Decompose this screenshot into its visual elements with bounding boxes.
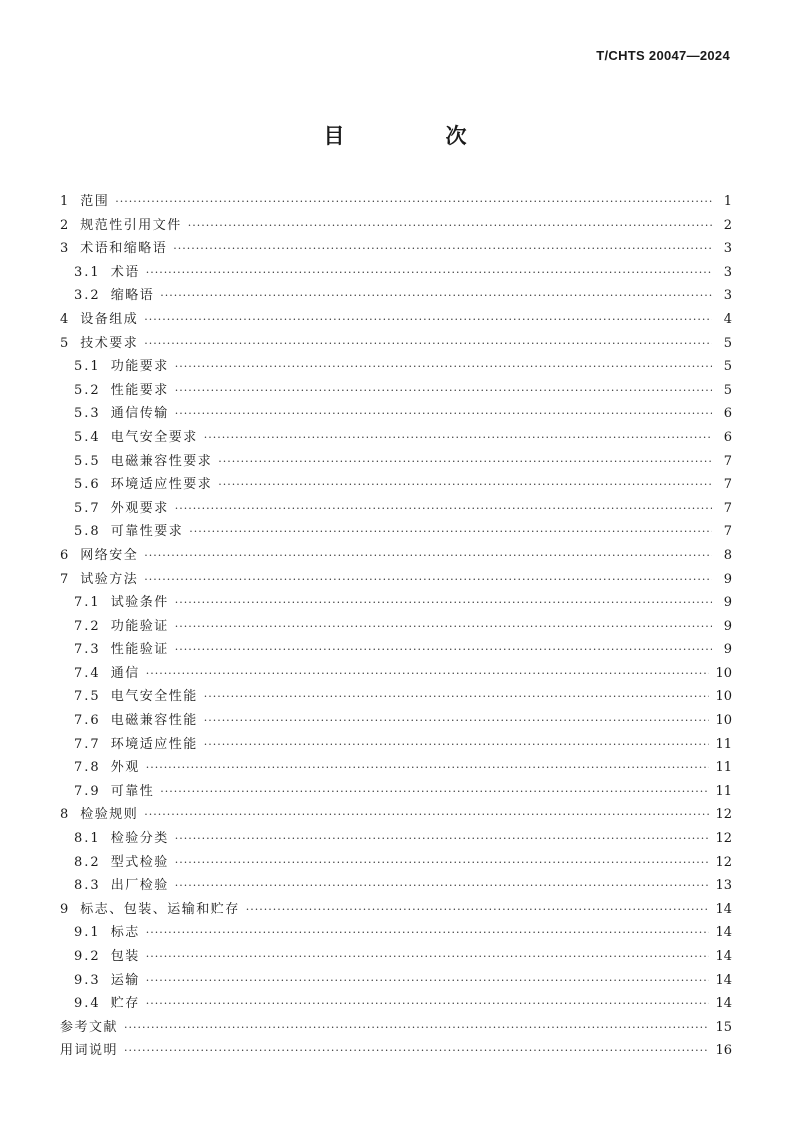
toc-leader-dots	[124, 1016, 709, 1040]
toc-entry-title: 术语	[110, 264, 140, 280]
toc-entry[interactable]	[60, 402, 732, 426]
toc-leader-dots	[146, 992, 710, 1016]
toc-leader-dots	[246, 898, 710, 922]
toc-entry-page-number: 9	[723, 595, 732, 611]
toc-entry[interactable]	[60, 803, 732, 827]
toc-leader-dots	[175, 874, 710, 898]
toc-entry[interactable]	[60, 921, 732, 945]
toc-entry-page-number: 5	[723, 359, 732, 375]
toc-entry-page-number: 7	[723, 477, 732, 493]
toc-leader-dots	[146, 945, 710, 969]
toc-entry-page-number: 5	[723, 335, 732, 351]
toc-leader-dots	[175, 497, 712, 521]
toc-entry-number: 9.4	[74, 996, 101, 1012]
toc-leader-dots	[204, 426, 712, 450]
toc-leader-dots	[144, 308, 712, 332]
toc-entry-title: 标志	[110, 925, 140, 941]
toc-entry-page-number: 3	[723, 264, 732, 280]
toc-entry-title: 环境适应性要求	[110, 477, 213, 493]
toc-entry[interactable]	[60, 992, 732, 1016]
toc-leader-dots	[175, 402, 712, 426]
toc-entry[interactable]	[60, 450, 732, 474]
toc-entry-number: 5	[60, 335, 71, 351]
toc-leader-dots	[144, 332, 712, 356]
toc-entry-number: 9.1	[74, 925, 101, 941]
toc-leader-dots	[189, 520, 712, 544]
toc-leader-dots	[146, 261, 712, 285]
toc-entry-number: 9.3	[74, 972, 101, 988]
toc-entry-number: 5.3	[74, 406, 101, 422]
toc-entry[interactable]	[60, 851, 732, 875]
toc-entry[interactable]	[60, 355, 732, 379]
toc-entry-page-number: 9	[723, 642, 732, 658]
toc-entry-page-number: 11	[715, 783, 732, 799]
document-code: T/CHTS 20047—2024	[596, 48, 730, 63]
toc-entry-number: 5.5	[74, 453, 101, 469]
toc-entry-number: 8.1	[74, 831, 101, 847]
toc-entry-number: 5.4	[74, 429, 101, 445]
toc-leader-dots	[204, 685, 710, 709]
toc-entry-title: 通信传输	[110, 406, 169, 422]
toc-entry-title: 可靠性	[110, 783, 155, 799]
toc-entry-page-number: 13	[715, 878, 732, 894]
toc-entry-number: 8.2	[74, 854, 101, 870]
toc-entry-page-number: 3	[723, 288, 732, 304]
toc-entry-title: 范围	[80, 194, 110, 209]
toc-leader-dots	[204, 709, 710, 733]
toc-entry-title: 出厂检验	[110, 878, 169, 894]
toc-entry-number: 7.7	[74, 736, 101, 752]
toc-entry-number: 3.1	[74, 264, 101, 280]
toc-entry-page-number: 16	[715, 1043, 732, 1059]
toc-entry-number: 8	[60, 807, 71, 823]
toc-entry-title: 电气安全性能	[110, 689, 198, 705]
toc-entry-title: 环境适应性能	[110, 736, 198, 752]
toc-entry-title: 功能要求	[110, 359, 169, 375]
toc-entry[interactable]	[60, 638, 732, 662]
toc-entry-title: 通信	[110, 665, 140, 681]
toc-entry[interactable]	[60, 379, 732, 403]
toc-entry[interactable]	[60, 237, 732, 261]
toc-entry-page-number: 12	[715, 854, 732, 870]
toc-entry[interactable]	[60, 473, 732, 497]
toc-entry-page-number: 6	[723, 429, 732, 445]
toc-entry-number: 7.1	[74, 595, 101, 611]
toc-entry-title: 规范性引用文件	[80, 217, 182, 233]
toc-entry-number: 7.2	[74, 618, 101, 634]
toc-entry-page-number: 10	[715, 713, 732, 729]
toc-entry-page-number: 7	[723, 500, 732, 516]
toc-entry[interactable]	[60, 332, 732, 356]
toc-entry-page-number: 5	[723, 382, 732, 398]
toc-entry-page-number: 11	[715, 760, 732, 776]
toc-entry[interactable]	[60, 520, 732, 544]
toc-entry[interactable]	[60, 898, 732, 922]
toc-entry[interactable]	[60, 261, 732, 285]
toc-leader-dots	[173, 237, 712, 261]
toc-entry[interactable]	[60, 1016, 732, 1040]
toc-leader-dots	[175, 827, 710, 851]
toc-entry-number: 5.6	[74, 477, 101, 493]
toc-leader-dots	[146, 921, 710, 945]
toc-entry-number: 7.8	[74, 760, 101, 776]
toc-entry[interactable]	[60, 615, 732, 639]
toc-entry-number: 5.7	[74, 500, 101, 516]
toc-entry-page-number: 10	[715, 689, 732, 705]
toc-leader-dots	[160, 284, 712, 308]
toc-entry-title: 型式检验	[110, 854, 169, 870]
toc-entry-number: 3.2	[74, 288, 101, 304]
toc-entry[interactable]	[60, 827, 732, 851]
toc-leader-dots	[146, 969, 710, 993]
toc-entry-page-number: 14	[715, 925, 732, 941]
toc-entry[interactable]	[60, 780, 732, 804]
toc-entry-title: 试验条件	[110, 595, 169, 611]
toc-entry[interactable]	[60, 1039, 732, 1063]
toc-entry-page-number: 6	[723, 406, 732, 422]
toc-entry-page-number: 8	[723, 547, 732, 563]
toc-entry[interactable]	[60, 969, 732, 993]
toc-entry-title: 可靠性要求	[110, 524, 184, 540]
toc-entry-page-number: 14	[715, 949, 732, 964]
table-of-contents	[60, 190, 732, 1063]
toc-leader-dots	[175, 379, 712, 403]
page-title: 目 次	[323, 124, 507, 148]
toc-leader-dots	[175, 355, 712, 379]
toc-entry-title: 用词说明	[60, 1043, 119, 1059]
toc-entry-title: 检验规则	[80, 807, 139, 823]
toc-entry-title: 电磁兼容性要求	[110, 453, 213, 469]
toc-entry-page-number: 1	[723, 194, 732, 209]
toc-entry-page-number: 11	[715, 736, 732, 752]
toc-entry-page-number: 14	[715, 901, 732, 917]
toc-entry-title: 试验方法	[80, 571, 139, 587]
toc-entry-number: 4	[60, 311, 71, 327]
toc-entry[interactable]	[60, 709, 732, 733]
toc-entry-number: 2	[60, 217, 71, 233]
toc-entry-number: 7.5	[74, 689, 101, 705]
toc-entry-title: 功能验证	[110, 618, 169, 634]
toc-entry-number: 5.2	[74, 382, 101, 398]
toc-entry-title: 网络安全	[80, 547, 139, 563]
toc-entry-title: 运输	[110, 972, 140, 988]
toc-entry-number: 5.1	[74, 359, 101, 375]
toc-leader-dots	[146, 662, 710, 686]
toc-entry-number: 7	[60, 571, 71, 587]
toc-entry[interactable]	[60, 214, 732, 238]
toc-entry-title: 包装	[110, 949, 140, 964]
toc-leader-dots	[144, 803, 709, 827]
toc-entry[interactable]	[60, 733, 732, 757]
toc-leader-dots	[175, 591, 712, 615]
toc-entry-page-number: 10	[715, 665, 732, 681]
toc-leader-dots	[188, 214, 712, 238]
toc-entry-number: 5.8	[74, 524, 101, 540]
toc-entry-title: 电磁兼容性能	[110, 713, 198, 729]
toc-entry-title: 术语和缩略语	[80, 241, 168, 257]
toc-leader-dots	[144, 544, 712, 568]
toc-entry-title: 设备组成	[80, 311, 139, 327]
toc-entry-title: 技术要求	[80, 335, 139, 351]
toc-entry-title: 检验分类	[110, 831, 169, 847]
toc-entry[interactable]	[60, 756, 732, 780]
toc-leader-dots	[146, 756, 710, 780]
toc-entry-page-number: 7	[723, 524, 732, 540]
toc-entry[interactable]	[60, 945, 732, 969]
toc-leader-dots	[218, 473, 712, 497]
toc-entry-number: 7.4	[74, 665, 101, 681]
toc-entry-title: 性能验证	[110, 642, 169, 658]
toc-entry-page-number: 7	[723, 453, 732, 469]
toc-entry[interactable]	[60, 426, 732, 450]
toc-leader-dots	[115, 190, 712, 214]
toc-entry-title: 贮存	[110, 996, 140, 1012]
toc-entry-title: 外观	[110, 760, 140, 776]
toc-entry-number: 7.6	[74, 713, 101, 729]
toc-leader-dots	[175, 615, 712, 639]
toc-entry-number: 8.3	[74, 878, 101, 894]
toc-entry-page-number: 14	[715, 972, 732, 988]
toc-entry-title: 电气安全要求	[110, 429, 198, 445]
toc-entry-page-number: 9	[723, 571, 732, 587]
toc-entry-title: 外观要求	[110, 500, 169, 516]
toc-entry-number: 9.2	[74, 949, 101, 964]
toc-entry-page-number: 4	[723, 311, 732, 327]
toc-entry[interactable]	[60, 568, 732, 592]
toc-entry-page-number: 15	[715, 1019, 732, 1035]
toc-leader-dots	[204, 733, 710, 757]
toc-entry[interactable]	[60, 685, 732, 709]
toc-entry[interactable]	[60, 497, 732, 521]
toc-entry-number: 6	[60, 547, 71, 563]
toc-entry[interactable]	[60, 591, 732, 615]
toc-leader-dots	[175, 638, 712, 662]
toc-leader-dots	[124, 1039, 709, 1063]
toc-leader-dots	[175, 851, 710, 875]
toc-entry[interactable]	[60, 190, 732, 214]
toc-entry[interactable]	[60, 874, 732, 898]
toc-entry-page-number: 12	[715, 807, 732, 823]
toc-entry-page-number: 12	[715, 831, 732, 847]
toc-entry-title: 性能要求	[110, 382, 169, 398]
toc-entry-page-number: 3	[723, 241, 732, 257]
toc-entry-number: 1	[60, 194, 71, 209]
toc-leader-dots	[218, 450, 712, 474]
toc-entry-title: 参考文献	[60, 1019, 119, 1035]
toc-entry-page-number: 2	[723, 217, 732, 233]
toc-leader-dots	[160, 780, 709, 804]
toc-entry-page-number: 9	[723, 618, 732, 634]
toc-entry-page-number: 14	[715, 996, 732, 1012]
toc-entry-title: 标志、包装、运输和贮存	[80, 901, 240, 917]
toc-leader-dots	[144, 568, 712, 592]
toc-entry[interactable]	[60, 662, 732, 686]
toc-entry-number: 9	[60, 901, 71, 917]
toc-entry[interactable]	[60, 284, 732, 308]
toc-entry-title: 缩略语	[110, 288, 155, 304]
toc-entry[interactable]	[60, 544, 732, 568]
toc-entry-number: 3	[60, 241, 71, 257]
toc-entry[interactable]	[60, 308, 732, 332]
toc-entry-number: 7.3	[74, 642, 101, 658]
toc-entry-number: 7.9	[74, 783, 101, 799]
